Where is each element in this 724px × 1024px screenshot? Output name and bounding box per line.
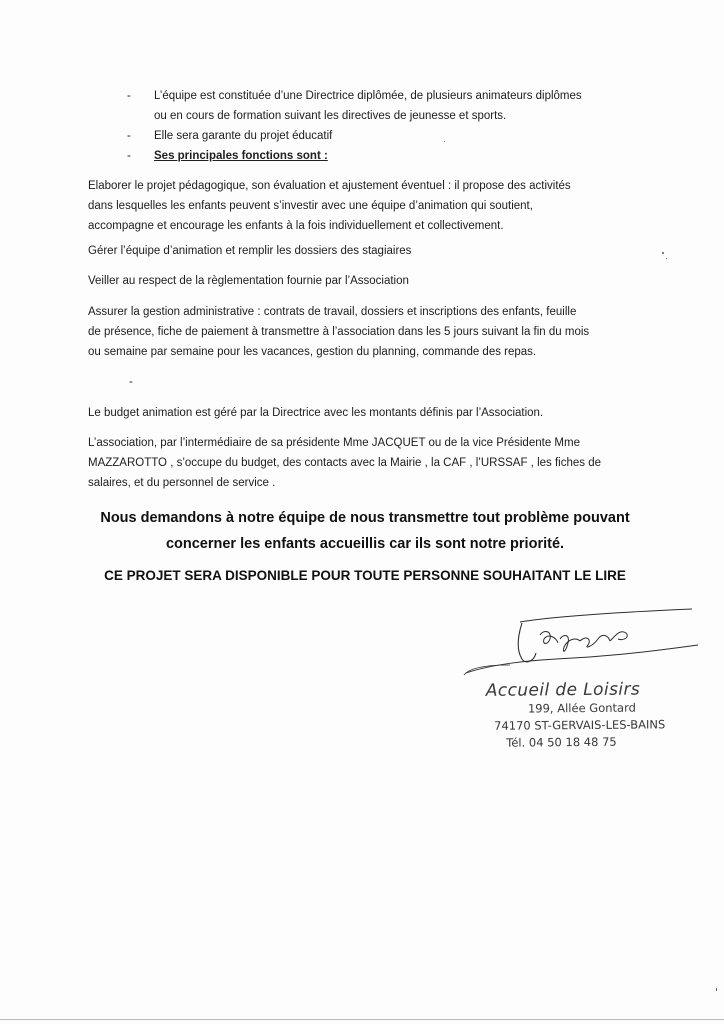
paragraph-line: MAZZAROTTO , s’occupe du budget, des contacts avec la Mairie , la CAF , l’URSSAF , les fiches de bbox=[88, 457, 602, 469]
scan-speck bbox=[662, 252, 664, 254]
bullet-main-functions bbox=[127, 146, 647, 166]
stamp-address: 199, Allée Gontard bbox=[527, 700, 636, 716]
paragraph-line: dans lesquelles les enfants peuvent s’investir avec une équipe d’animation qui soutient, bbox=[88, 200, 533, 212]
paragraph-administration bbox=[88, 302, 648, 362]
organization-stamp bbox=[486, 679, 687, 752]
paragraph-association bbox=[88, 433, 648, 493]
availability-note: CE PROJET SERA DISPONIBLE POUR TOUTE PERSONNE SOUHAITANT LE LIRE bbox=[104, 568, 626, 583]
paragraph-line: L’association, par l’intermédiaire de sa présidente Mme JACQUET ou de la vice Présidente Mme bbox=[88, 437, 580, 449]
stamp-organization-name: Accueil de Loisirs bbox=[485, 679, 641, 701]
paragraph-line: salaires, et du personnel de service . bbox=[88, 477, 276, 489]
bullet-team-composition bbox=[127, 86, 647, 126]
bullet-marker: - bbox=[127, 90, 131, 102]
priority-statement bbox=[60, 505, 670, 557]
scan-speck bbox=[666, 258, 667, 259]
functions-heading: Ses principales fonctions sont : bbox=[154, 150, 328, 162]
priority-line: concerner les enfants accueillis car ils sont notre priorité. bbox=[165, 536, 565, 552]
paragraph-budget: Le budget animation est géré par la Directrice avec les montants définis par l’Association. bbox=[88, 407, 544, 419]
paragraph-team-management: Gérer l’équipe d’animation et remplir les dossiers des stagiaires bbox=[88, 245, 412, 257]
handwritten-signature bbox=[460, 595, 700, 690]
bullet-text-line: ou en cours de formation suivant les directives de jeunesse et sports. bbox=[154, 110, 507, 122]
bullet-marker: - bbox=[127, 130, 131, 142]
bullet-text-line: L’équipe est constituée d’une Directrice diplômée, de plusieurs animateurs diplômes bbox=[154, 90, 582, 102]
paragraph-line: ou semaine par semaine pour les vacances, gestion du planning, commande des repas. bbox=[88, 346, 537, 358]
bullet-text-line: Elle sera garante du projet éducatif bbox=[154, 130, 333, 142]
paragraph-line: Assurer la gestion administrative : contrats de travail, dossiers et inscriptions des enfants, feuille bbox=[88, 306, 577, 318]
paragraph-pedagogical-project bbox=[88, 176, 648, 236]
scan-speck bbox=[716, 988, 717, 991]
scan-speck bbox=[444, 141, 445, 142]
empty-bullet-marker: - bbox=[129, 376, 133, 388]
stamp-city: 74170 ST-GERVAIS-LES-BAINS bbox=[494, 717, 666, 733]
bullet-marker: - bbox=[127, 150, 131, 162]
paragraph-line: Elaborer le projet pédagogique, son évaluation et ajustement éventuel : il propose des activités bbox=[88, 180, 571, 192]
stamp-phone: Tél. 04 50 18 48 75 bbox=[506, 734, 617, 750]
team-bullet-list bbox=[127, 86, 647, 166]
paragraph-regulation: Veiller au respect de la règlementation fournie par l’Association bbox=[88, 275, 409, 287]
priority-line: Nous demandons à notre équipe de nous transmettre tout problème pouvant bbox=[100, 510, 630, 526]
scan-bottom-edge bbox=[0, 1019, 724, 1020]
bullet-guarantor bbox=[127, 126, 647, 146]
paragraph-line: accompagne et encourage les enfants à la fois individuellement et collectivement. bbox=[88, 220, 504, 232]
paragraph-line: de présence, fiche de paiement à transmettre à l’association dans les 5 jours suivant la fin du mois bbox=[88, 326, 590, 338]
